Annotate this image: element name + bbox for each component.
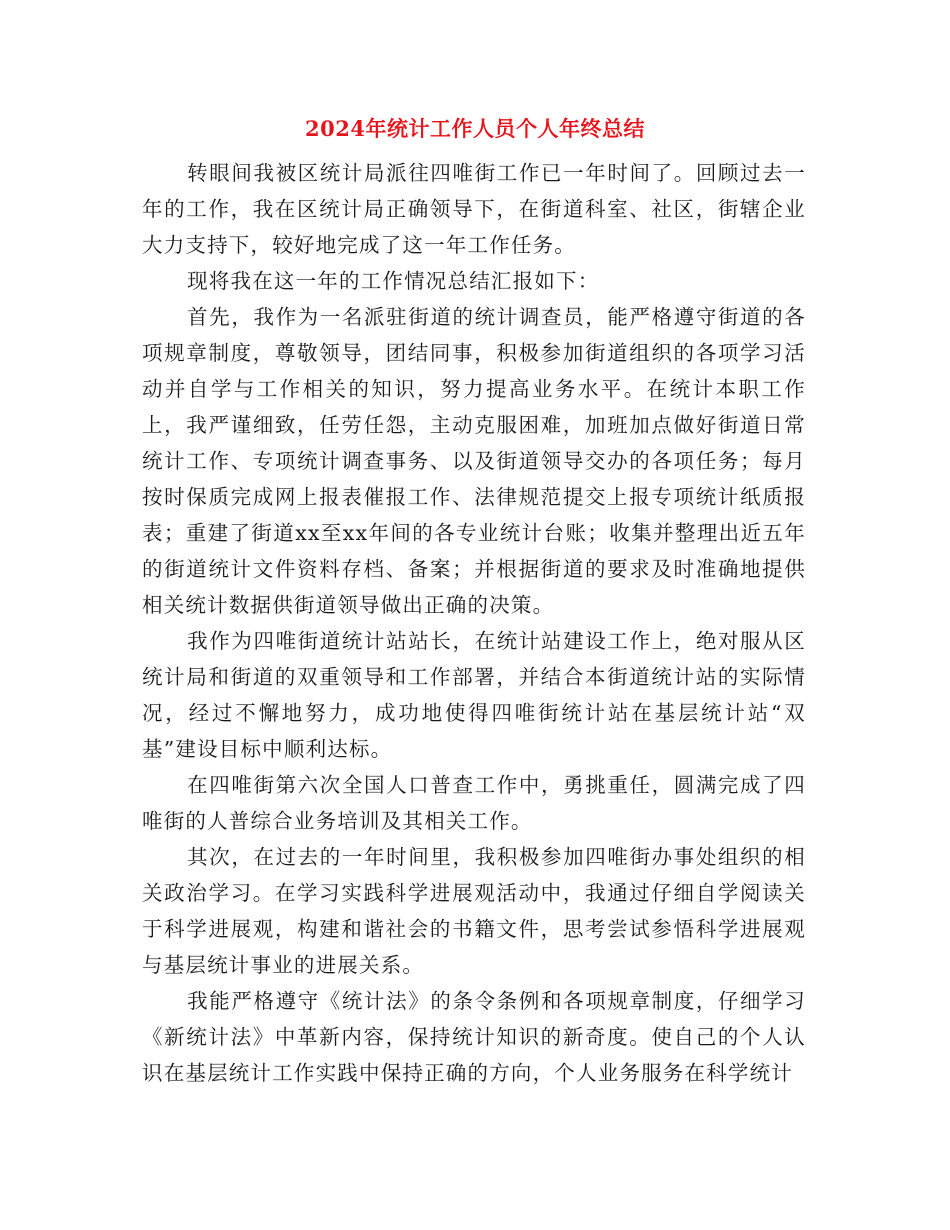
paragraph-summary-lead: 现将我在这一年的工作情况总结汇报如下： [187, 269, 600, 293]
paragraph-statistics-law: 我能严格遵守《统计法》的条令条例和各项规章制度，仔细学习《新统计法》中革新内容，保持统计知识的新奇度。使自己的个人认识在基层统计工作实践中保持正确的方向，个人业务服务在科学统计 [142, 989, 806, 1085]
paragraph-station: 我作为四唯街道统计站站长，在统计站建设工作上，绝对服从区统计局和街道的双重领导和工作部署，并结合本街道统计站的实际情况，经过不懈地努力，成功地使得四唯街统计站在基层统计站“双基”建设目标中顺利达标。 [142, 629, 806, 761]
paragraph-second: 其次，在过去的一年时间里，我积极参加四唯街办事处组织的相关政治学习。在学习实践科学进展观活动中，我通过仔细自学阅读关于科学进展观，构建和谐社会的书籍文件，思考尝试参悟科学进展观与基层统计事业的进展关系。 [142, 845, 806, 977]
document-body [142, 155, 806, 1091]
paragraph-intro: 转眼间我被区统计局派往四唯街工作已一年时间了。回顾过去一年的工作，我在区统计局正确领导下，在街道科室、社区，街辖企业大力支持下，较好地完成了这一年工作任务。 [142, 161, 806, 257]
paragraph-census: 在四唯街第六次全国人口普查工作中，勇挑重任，圆满完成了四唯街的人普综合业务培训及其相关工作。 [142, 773, 806, 833]
document-title: 2024年统计工作人员个人年终总结 [305, 116, 645, 141]
paragraph-first: 首先，我作为一名派驻街道的统计调查员，能严格遵守街道的各项规章制度，尊敬领导，团结同事，积极参加街道组织的各项学习活动并自学与工作相关的知识，努力提高业务水平。在统计本职工作上，我严谨细致，任劳任怨，主动克服困难，加班加点做好街道日常统计工作、专项统计调查事务、以及街道领导交办的各项任务；每月按时保质完成网上报表催报工作、法律规范提交上报专项统计纸质报表；重建了街道xx至xx年间的各专业统计台账；收集并整理出近五年的街道统计文件资料存档、备案；并根据街道的要求及时准确地提供相关统计数据供街道领导做出正确的决策。 [142, 305, 806, 617]
